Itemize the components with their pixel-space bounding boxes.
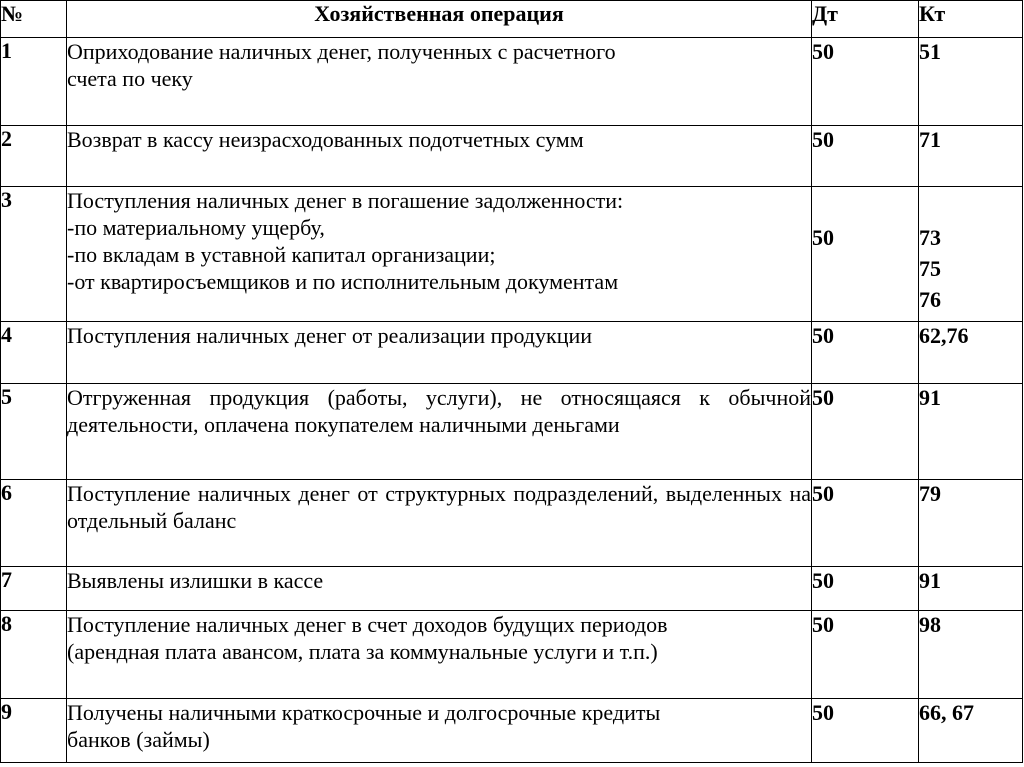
debit-cell: 50 <box>812 611 919 699</box>
row-number: 5 <box>1 384 67 480</box>
operation-line: (арендная плата авансом, плата за коммунальные услуги и т.п.) <box>67 639 658 664</box>
operation-line: Поступление наличных денег в счет доходов будущих периодов <box>67 612 668 637</box>
row-number: 3 <box>1 187 67 322</box>
credit-cell: 51 <box>919 38 1023 126</box>
table-row <box>1 38 1023 126</box>
row-number: 4 <box>1 322 67 384</box>
operation-cell: Поступление наличных денег от структурных подразделений, выделенных на отдельный баланс <box>67 480 812 567</box>
row-number: 7 <box>1 567 67 611</box>
credit-cell: 62,76 <box>919 322 1023 384</box>
row-number: 9 <box>1 699 67 763</box>
operation-line: Поступления наличных денег в погашение задолженности: <box>67 188 624 213</box>
operation-line: Поступления наличных денег от реализации продукции <box>67 323 593 348</box>
operation-line: Выявлены излишки в кассе <box>67 568 324 593</box>
operation-line: Получены наличными краткосрочные и долгосрочные кредиты <box>67 700 661 725</box>
credit-cell: 91 <box>919 384 1023 480</box>
credit-line: 73 <box>919 225 941 250</box>
credit-cell: 79 <box>919 480 1023 567</box>
operation-cell <box>67 567 812 611</box>
debit-cell: 50 <box>812 384 919 480</box>
row-number: 6 <box>1 480 67 567</box>
header-operation: Хозяйственная операция <box>67 1 812 38</box>
table-header-row <box>1 1 1023 38</box>
table-row <box>1 384 1023 480</box>
credit-cell: 71 <box>919 126 1023 187</box>
table-row <box>1 480 1023 567</box>
operation-line: -по вкладам в уставной капитал организации; <box>67 242 496 267</box>
header-num: № <box>1 1 67 38</box>
debit-cell: 50 <box>812 322 919 384</box>
operation-cell <box>67 187 812 322</box>
credit-line: 76 <box>919 287 941 312</box>
debit-cell: 50 <box>812 699 919 763</box>
row-number: 1 <box>1 38 67 126</box>
table-row <box>1 126 1023 187</box>
operation-line: счета по чеку <box>67 66 193 91</box>
debit-cell: 50 <box>812 187 919 322</box>
header-debit: Дт <box>812 1 919 38</box>
debit-cell: 50 <box>812 126 919 187</box>
operation-cell <box>67 699 812 763</box>
debit-cell: 50 <box>812 480 919 567</box>
credit-cell: 91 <box>919 567 1023 611</box>
table-row <box>1 699 1023 763</box>
operation-cell <box>67 611 812 699</box>
operation-cell <box>67 38 812 126</box>
operation-cell <box>67 322 812 384</box>
header-credit: Кт <box>919 1 1023 38</box>
debit-cell: 50 <box>812 38 919 126</box>
credit-cell: 66, 67 <box>919 699 1023 763</box>
credit-line: 75 <box>919 256 941 281</box>
operation-cell <box>67 126 812 187</box>
credit-cell <box>919 187 1023 322</box>
table-row <box>1 187 1023 322</box>
row-number: 8 <box>1 611 67 699</box>
table-row <box>1 567 1023 611</box>
debit-cell: 50 <box>812 567 919 611</box>
table-row <box>1 322 1023 384</box>
operation-line: Возврат в кассу неизрасходованных подотчетных сумм <box>67 127 584 152</box>
row-number: 2 <box>1 126 67 187</box>
operation-cell: Отгруженная продукция (работы, услуги), не относящаяся к обычной деятельности, оплачена покупателем наличными деньгами <box>67 384 812 480</box>
operation-line: -от квартиросъемщиков и по исполнительным документам <box>67 269 619 294</box>
operation-line: -по материальному ущербу, <box>67 215 325 240</box>
table-row <box>1 611 1023 699</box>
operation-line: банков (займы) <box>67 727 210 752</box>
operation-line: Оприходование наличных денег, полученных с расчетного <box>67 39 616 64</box>
credit-cell: 98 <box>919 611 1023 699</box>
